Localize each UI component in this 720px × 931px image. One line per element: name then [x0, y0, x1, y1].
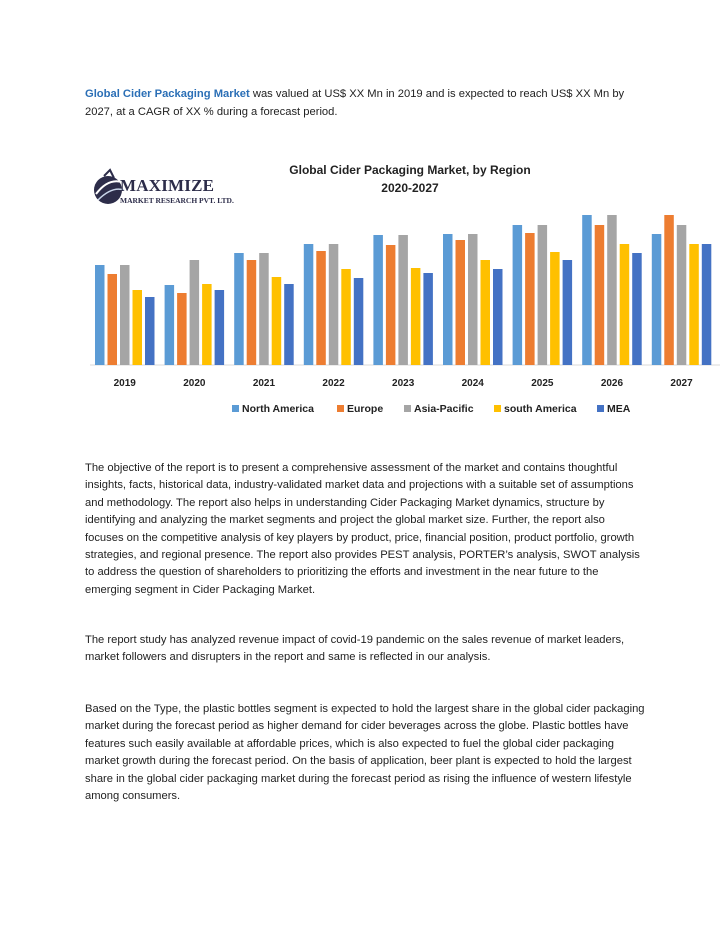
segment-paragraph: Based on the Type, the plastic bottles segment is expected to hold the largest share in the global cider packaging market during the forecast period as higher demand for cider beverages across the globe. Plastic bottles have features such easily available at affordable prices, which is also expected to fuel the global cider packaging market growth during the forecast period. On the basis of application, beer plant is expected to hold the largest share in the global cider packaging market during the forecast period as rising the influence of western lifestyle among consumers. [85, 703, 645, 803]
bar-europe-2020 [177, 293, 187, 365]
legend-swatch-mea [597, 405, 604, 412]
bar-south-america-2021 [272, 277, 282, 365]
bar-south-america-2019 [133, 290, 143, 365]
bar-mea-2022 [354, 278, 364, 365]
bar-chart [0, 0, 720, 440]
x-tick-label: 2022 [322, 378, 345, 389]
bar-asia-pacific-2023 [398, 235, 408, 365]
x-tick-label: 2027 [670, 378, 693, 389]
market-link[interactable]: Global Cider Packaging Market [85, 88, 250, 100]
bar-asia-pacific-2026 [607, 215, 617, 365]
bar-north-america-2024 [443, 234, 453, 365]
bar-mea-2027 [702, 244, 712, 365]
bar-north-america-2020 [165, 285, 175, 365]
bar-south-america-2024 [481, 260, 491, 365]
logo-brand: MAXIMIZE [120, 176, 215, 195]
bar-north-america-2027 [652, 234, 662, 365]
bar-europe-2021 [247, 260, 257, 365]
bar-north-america-2021 [234, 253, 244, 365]
x-tick-label: 2025 [531, 378, 554, 389]
bar-asia-pacific-2021 [259, 253, 269, 365]
chart-subtitle: 2020-2027 [381, 181, 439, 195]
bar-europe-2026 [595, 225, 605, 365]
bar-south-america-2020 [202, 284, 212, 365]
legend-swatch-europe [337, 405, 344, 412]
legend-swatch-asia-pacific [404, 405, 411, 412]
bar-mea-2021 [284, 284, 294, 365]
legend-swatch-south-america [494, 405, 501, 412]
bar-north-america-2023 [373, 235, 383, 365]
bar-north-america-2022 [304, 244, 314, 365]
legend-swatch-north-america [232, 405, 239, 412]
bar-asia-pacific-2020 [190, 260, 200, 365]
covid-paragraph: The report study has analyzed revenue impact of covid-19 pandemic on the sales revenue of market leaders, market followers and disrupters in the report and same is reflected in our analysis. [85, 634, 625, 664]
bar-north-america-2025 [513, 225, 523, 365]
bar-mea-2023 [423, 273, 433, 365]
legend-label-south-america: south America [504, 403, 577, 415]
bar-south-america-2025 [550, 252, 560, 365]
bar-europe-2025 [525, 233, 535, 365]
legend-label-north-america: North America [242, 403, 314, 415]
bar-mea-2025 [563, 260, 573, 365]
bar-south-america-2026 [620, 244, 630, 365]
bar-south-america-2022 [341, 269, 351, 365]
objective-paragraph: The objective of the report is to present a comprehensive assessment of the market and contains thoughtful insights, facts, historical data, industry-validated market data and projections with a suitable set of assumptions and methodology. The report also helps in understanding Cider Packaging Market dynamics, structure by identifying and analyzing the market segments and project the global market size. Further, the report also focuses on the competitive analysis of key players by product, price, financial position, product portfolio, growth strategies, and regional presence. The report also provides PEST analysis, PORTER’s analysis, SWOT analysis to address the question of shareholders to prioritizing the efforts and investment in the near future to the emerging segment in Cider Packaging Market. [85, 462, 640, 596]
logo-subtitle: MARKET RESEARCH PVT. LTD. [120, 196, 234, 205]
legend-label-mea: MEA [607, 403, 631, 415]
x-tick-label: 2023 [392, 378, 415, 389]
bar-north-america-2019 [95, 265, 105, 365]
intro-text: was valued at US$ XX Mn in 2019 and is expected to reach US$ XX Mn by 2027, at a CAGR of XX % during a forecast period. [85, 88, 625, 118]
bar-north-america-2026 [582, 215, 592, 365]
bar-europe-2022 [316, 251, 326, 365]
bar-mea-2026 [632, 253, 642, 365]
x-tick-label: 2021 [252, 378, 276, 389]
bar-asia-pacific-2022 [329, 244, 339, 365]
bar-asia-pacific-2019 [120, 265, 130, 365]
bar-south-america-2023 [411, 268, 421, 365]
x-tick-label: 2026 [600, 378, 624, 389]
legend-label-europe: Europe [347, 403, 384, 415]
bar-europe-2027 [664, 215, 674, 365]
bar-mea-2020 [215, 290, 225, 365]
bar-asia-pacific-2025 [538, 225, 548, 365]
bar-mea-2019 [145, 297, 155, 365]
x-tick-label: 2020 [183, 378, 206, 389]
bar-mea-2024 [493, 269, 503, 365]
bar-asia-pacific-2027 [677, 225, 687, 365]
bar-europe-2023 [386, 245, 396, 365]
legend-label-asia-pacific: Asia-Pacific [414, 403, 474, 415]
bar-asia-pacific-2024 [468, 234, 478, 365]
bar-europe-2024 [456, 240, 466, 365]
bar-europe-2019 [108, 274, 118, 365]
x-tick-label: 2024 [461, 378, 484, 389]
x-tick-label: 2019 [113, 378, 136, 389]
chart-title: Global Cider Packaging Market, by Region [289, 163, 531, 177]
bar-south-america-2027 [689, 244, 699, 365]
